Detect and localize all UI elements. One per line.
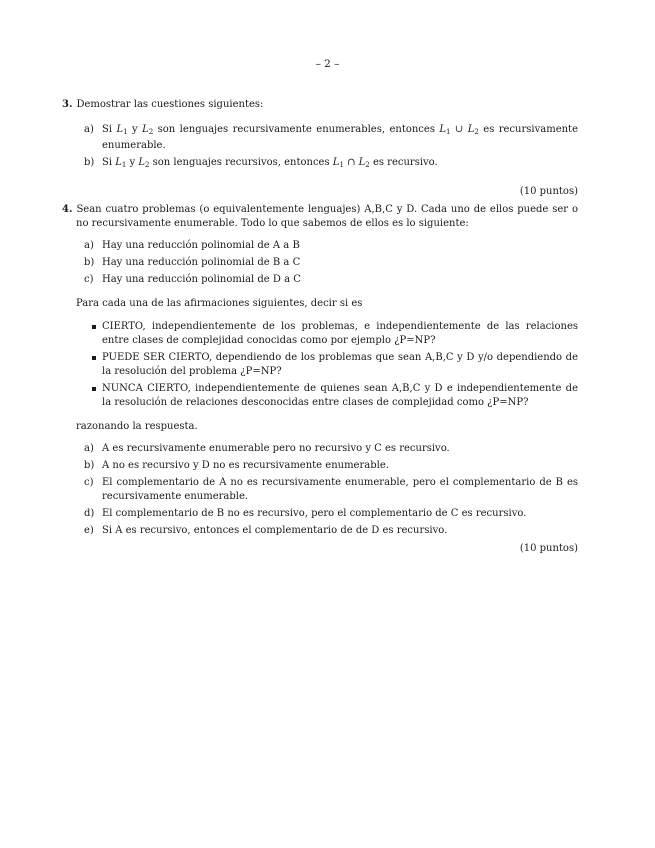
problem-number: 3. <box>62 99 73 110</box>
problem-3-item-b <box>62 156 578 172</box>
problem-number: 4. <box>62 204 73 215</box>
math-op: ∪ <box>450 124 468 135</box>
math-var: L <box>115 157 122 168</box>
item-label: b) <box>84 460 95 471</box>
item-text: son lenguajes recursivamente enumerables, entonces <box>153 124 440 135</box>
statement-b <box>62 459 578 473</box>
math-var: L <box>116 124 124 135</box>
item-text: Hay una reducción polinomial de A a B <box>102 240 300 251</box>
bullet-text: NUNCA CIERTO, independientemente de quienes sean A,B,C y D e independientemente de la resolución de relaciones desconocidas entre clases de complejidad como ¿P=NP? <box>102 383 578 408</box>
item-text: es recursivamente enumerable. <box>102 124 578 151</box>
math-sub: 1 <box>121 161 127 169</box>
bullet-text: PUEDE SER CIERTO, dependiendo de los problemas que sean A,B,C y D y/o dependiendo de la resolución del problema ¿P=NP? <box>102 352 578 377</box>
item-label: c) <box>84 477 94 488</box>
problem-3 <box>62 98 578 199</box>
item-text: y <box>127 124 143 135</box>
math-var: L <box>142 124 149 135</box>
reasoning: razonando la respuesta. <box>76 421 198 432</box>
item-text: es recursivo. <box>369 157 438 168</box>
math-var: L <box>138 157 145 168</box>
fact-a <box>62 239 578 253</box>
item-text: El complementario de B no es recursivo, pero el complementario de C es recursivo. <box>102 508 527 519</box>
item-label: b) <box>84 157 95 168</box>
problem-3-item-a <box>62 123 578 153</box>
bullet-nunca-cierto <box>62 382 578 410</box>
bullet-text: CIERTO, independientemente de los problemas, e independientemente de las relaciones entre clases de complejidad conocidas como por ejemplo ¿P=NP? <box>102 321 578 346</box>
item-text: y <box>126 157 139 168</box>
item-text: Si <box>102 157 116 168</box>
instructions: Para cada una de las afirmaciones siguientes, decir si es <box>76 298 363 309</box>
math-sub: 1 <box>446 128 451 136</box>
math-var: L <box>358 157 366 168</box>
statement-d <box>62 507 578 521</box>
math-sub: 1 <box>339 161 344 169</box>
math-var: L <box>439 124 447 135</box>
bullet-icon <box>92 356 96 360</box>
item-text: A es recursivamente enumerable pero no recursivo y C es recursivo. <box>102 443 450 454</box>
problem-4 <box>62 203 578 556</box>
problem-3-points: (10 puntos) <box>519 186 578 197</box>
bullet-cierto <box>62 320 578 348</box>
item-text: son lenguajes recursivos, entonces <box>149 157 333 168</box>
item-text: Si <box>102 124 117 135</box>
problem-4-intro <box>62 203 578 231</box>
math-var: L <box>467 124 475 135</box>
bullet-icon <box>92 325 96 329</box>
item-label: c) <box>84 274 94 285</box>
item-label: e) <box>84 525 94 536</box>
bullet-puede-ser-cierto <box>62 351 578 379</box>
item-text: Hay una reducción polinomial de D a C <box>102 274 301 285</box>
item-label: a) <box>84 124 94 135</box>
item-label: a) <box>84 240 94 251</box>
math-var: L <box>332 157 340 168</box>
page-number: – 2 – <box>315 58 340 70</box>
item-text: El complementario de A no es recursivamente enumerable, pero el complementario de B es recursivamente enumerable. <box>102 477 578 502</box>
math-sub: 2 <box>365 161 370 169</box>
fact-c <box>62 273 578 287</box>
math-op: ∩ <box>343 157 359 168</box>
math-sub: 2 <box>145 161 150 169</box>
item-label: d) <box>84 508 95 519</box>
math-sub: 1 <box>123 128 128 136</box>
statement-c <box>62 476 578 504</box>
item-label: b) <box>84 257 95 268</box>
problem-4-points: (10 puntos) <box>519 543 578 554</box>
item-text: A no es recursivo y D no es recursivamente enumerable. <box>102 460 389 471</box>
bullet-icon <box>92 387 96 391</box>
problem-text: Demostrar las cuestiones siguientes: <box>76 99 264 110</box>
problem-3-intro <box>62 98 578 112</box>
item-text: Si A es recursivo, entonces el complementario de de D es recursivo. <box>102 525 448 536</box>
fact-b <box>62 256 578 270</box>
math-sub: 2 <box>474 128 479 136</box>
item-label: a) <box>84 443 94 454</box>
math-sub: 2 <box>148 128 154 136</box>
statement-a <box>62 442 578 456</box>
statement-e <box>62 524 578 538</box>
problem-text: Sean cuatro problemas (o equivalentemente lenguajes) A,B,C y D. Cada uno de ellos puede ser o no recursivamente enumerable. Todo lo que sabemos de ellos es lo siguiente: <box>76 204 578 229</box>
item-text: Hay una reducción polinomial de B a C <box>102 257 301 268</box>
